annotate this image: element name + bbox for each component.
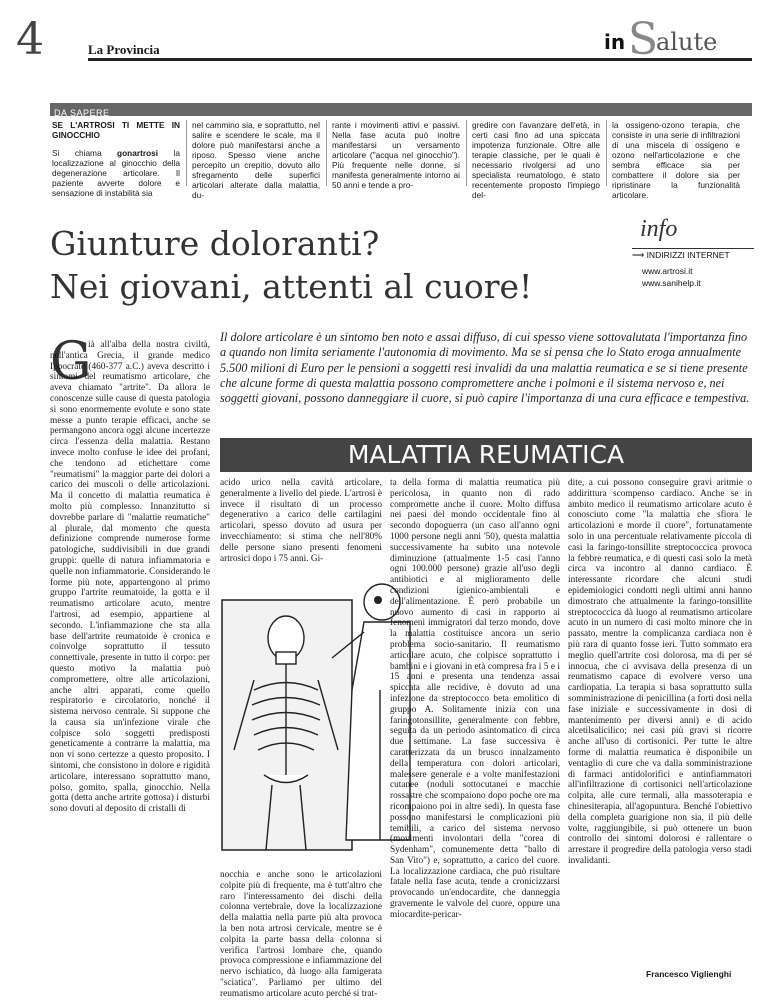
section-banner: MALATTIA REUMATICA xyxy=(220,438,752,472)
sapere-title: SE L'ARTROSI TI METTE IN GINOCCHIO xyxy=(52,120,180,140)
divider xyxy=(326,120,327,186)
author-signature: Francesco Viglienghi xyxy=(646,969,732,979)
body-col-2-top: acido urico nella cavità articolare, generalmente a livello del piede. L'artrosi è invece il risultato di un processo degenerativo a carico delle cartilagini articolari, spesso dovuto ad usura per invecchiamento: si stima che nell'80% delle persone siano presenti fenomeni artrosici dopo i 75 anni. Gi- xyxy=(220,478,382,564)
arrow-right-icon: ⟶ xyxy=(632,250,647,260)
sapere-col-2: nel cammino sia, e soprattutto, nel salire e scendere le scale, ma il dolore può manifestarsi anche a riposo. Spesso viene anche percepito un crepitio, dovuto allo sfregamento delle superfici articolari alterate dalla malattia, du- xyxy=(192,120,320,200)
info-link-1[interactable]: www.artrosi.it xyxy=(642,266,693,276)
page-number: 4 xyxy=(16,14,44,65)
sapere-col-1 xyxy=(52,120,180,198)
logo-s: S xyxy=(628,14,659,65)
body-col-1: ià all'alba della nostra civiltà, nell'antica Grecia, il grande medico Ippocrate (460-377 a.C.) aveva descritto i sintomi del reumatismo articolare, che aveva chiamato "artrite". Da allora le conoscenze sulle cause di questa patologia si sono enormemente evolute e sono state messe a punto terapie efficaci, anche se permangono ancora oggi alcune incertezze circa l'essenza della malattia. Restano invece molto confuse le idee dei profani, che tendono ad etichettare come "reumatismi" la maggior parte dei dolori a carico dei muscoli o delle articolazioni. Ma il concetto di malattia reumatica è molto più complesso. Innanzitutto si dovrebbe parlare di "malattie reumatiche" al plurale, dal momento che questa definizione comprende numerose forme patologiche, suddivisibili in due grandi gruppi: quelle di natura infiammatoria e quelle non infiammatorie. Considerando le forme più note, appartengono al primo gruppo l'artrite reumatoide, la gotta e il reumatismo articolare acuto, mentre l'artrosi, ad esempio, appartiene al secondo. L'infiammazione che sta alla base dell'artrite reumatoide è cronica e coinvolge soprattutto il tessuto connettivale, presente in tutto il corpo: per questo motivo la malattia può compromettere, oltre alle articolazioni, anche altri apparati, come quello respiratorio e circolatorio, nonché il sistema nervoso centrale. Si suppone che la causa sia un'infezione virale che colpisce solo soggetti predisposti geneticamente a contrarre la malattia, ma non vi sono certezze a questo proposito. I sintomi, che consistono in dolore e rigidità articolare, interessano soprattutto mano, polso, gomito, spalla, ginocchio. Nella gotta (detta anche artrite gottosa) i disturbi sono dovuti al deposito di cristalli di xyxy=(50,340,210,815)
insalute-logo xyxy=(600,14,750,65)
da-sapere-tag: DA SAPERE xyxy=(54,108,110,118)
divider xyxy=(186,120,187,186)
sapere-text: la localizzazione al ginocchio della degenerazione articolare. Il paziente avverte dolore e sensazione di instabilità sia xyxy=(52,148,180,198)
info-link-2[interactable]: www.sanihelp.it xyxy=(642,278,701,288)
lead-paragraph: Il dolore articolare è un sintomo ben noto e assai diffuso, di cui spesso viene sottovalutata l'importanza fino a quando non limita seriamente l'autonomia di movimento. Ma se si pensa che lo Stato eroga annualmente 5.500 milioni di Euro per le pensioni a soggetti resi invalidi da una malattia reumatica e se si tiene presente che alcune forme di questa malattia possono compromettere anche i polmoni e il sistema nervoso e, nei soggetti giovani, possono danneggiare il cuore, si può capire l'importanza di una cura efficace e tempestiva. xyxy=(220,330,750,406)
info-rule xyxy=(632,248,754,249)
headline-line-1: Giunture doloranti? xyxy=(50,224,380,263)
headline-line-2: Nei giovani, attenti al cuore! xyxy=(50,267,533,306)
headline xyxy=(50,222,610,308)
logo-in: in xyxy=(604,30,626,54)
logo-alute: alute xyxy=(656,28,718,56)
divider xyxy=(606,120,607,186)
sapere-text: Si chiama xyxy=(52,148,118,158)
sapere-col-3: rante i movimenti attivi e passivi. Nella fase acuta può inoltre manifestarsi un versamento articolare ("acqua nel ginocchio"). Più frequente nelle donne, si manifesta generalmente intorno ai 50 anni e tende a pro- xyxy=(332,120,460,190)
sapere-keyword: gonartrosi xyxy=(117,148,159,158)
body-col-4: dite, a cui possono conseguire gravi aritmie o addirittura scompenso cardiaco. Anche se in ambito medico il reumatismo articolare acuto è conosciuto come "la malattia che sfiora le articolazioni e morde il cuore", fortunatamente solo in una percentuale relativamente piccola di casi la faringo-tonsillite streptococcica provoca la febbre reumatica, e di questi casi solo la metà circa va incontro al danno cardiaco. È interessante ricordare che alcuni studi epidemiologici condotti negli ultimi anni hanno dimostrato che attualmente la faringo-tonsillite streptococcica dà luogo al reumatismo articolare acuto in un numero di casi molto minore che in passato, mentre la complicanza cardiaca non è più rara di quanto fosse ieri. Tutto sommato era meglio quell'artrite così dolorosa, ma di per sé innocua, che ci avvisava della presenza di un reumatismo capace di evolvere verso una cardiopatia. La terapia si basa soprattutto sulla somministrazione di penicillina (a forti dosi nella fase iniziale e successivamente in dosi di mantenimento per diversi anni) e di acido alcetilsalicilico; nei casi più gravi si ricorre anche all'uso di cortisonici. Per tutte le altre forme di malattia reumatica è disponibile un ventaglio di cure che va dalla somministrazione di farmaci antidolorifici e antinfiammatori all'infiltrazione di cortisonici nell'articolazione colpita, alle cure termali, alla massoterapia e chinesiterapia, all'agopuntura. Benché l'obiettivo della completa guarigione non sia, il più delle volte, raggiungibile, si può ottenere un buon controllo dei sintomi dolorosi e rallentare o arrestare il progredire della patologia verso stadi invalidanti. xyxy=(568,478,752,866)
sapere-col-5: la ossigeno-ozono terapia, che consiste in una serie di infiltrazioni di una miscela di ossigeno e ozono nell'articolazione e che sembra efficace sia per combattere il dolore sia per ripristinare la funzionalità articolare. xyxy=(612,120,740,200)
sapere-col-4: gredire con l'avanzare dell'età, in certi casi fino ad una spiccata impotenza funzionale. Oltre alle terapie classiche, per le quali è necessario rivolgersi ad uno specialista reumatologo, è stato recentemente proposto l'impiego del- xyxy=(472,120,600,200)
body-col-3: ta della forma di malattia reumatica più pericolosa, in quanto non di rado compromette anche il cuore. Molto diffusa nei paesi del mondo occidentale fino al secondo dopoguerra (un caso all'anno ogni 1000 persone negli anni '50), questa malattia successivamente ha subito una notevole diminuzione (attualmente 1-5 casi l'anno ogni 100.000 persone) grazie all'uso degli antibiotici e al miglioramento delle condizioni igienico-ambientali e dell'alimentazione. È però probabile un nuovo aumento di casi in rapporto ai fenomeni immigratori dal terzo mondo, dove la malattia costituisce ancora un serio problema socio-sanitario. Il reumatismo articolare acuto, che colpisce soprattutto i bambini e i giovani in età compresa fra i 5 e i 15 anni e presenta una tendenza assai spiccata alle recidive, è dovuto ad una infezione da streptococco beta emolitico di gruppo A. Solitamente inizia con una faringotonsillite, generalmente con febbre, seguita da un periodo asintomatico di circa due settimane. La fase successiva è caratterizzata da un brusco innalzamento della temperatura con dolori articolari, malessere generale e a volte manifestazioni cutanee (noduli sottocutanei e macchie rossastre che scompaiono dopo poche ore ma ricompaiono poi in altre sedi). In questa fase possono manifestarsi le complicazioni più temibili, a carico del sistema nervoso (movimenti involontari della "corea di Sydenham", comunemente detta "ballo di San Vito") e, soprattutto, a carico del cuore. La localizzazione cardiaca, che può risultare fatale nella fase acuta, tende a cronicizzarsi provocando un'endocardite, che danneggia gravemente le valvole del cuore, oppure una miocardite-pericar- xyxy=(390,478,560,920)
info-subheading-text: INDIRIZZI INTERNET xyxy=(646,250,730,260)
body-col-2-bottom: nocchia e anche sono le articolazioni colpite più di frequente, ma è tutt'altro che raro l'interessamento dei dischi della colonna vertebrale, dove la localizzazione della malattia nella parte più alta provoca la ben nota artrosi cervicale, mentre se è colpita la parte bassa della colonna si verifica l'artrosi lombare che, quando provoca compressione e infiammazione del nervo ischiatico, dà luogo alla famigerata "sciatica". Parliamo per ultimo del reumatismo articolare acuto perché si trat- xyxy=(220,870,382,999)
da-sapere-bar xyxy=(50,103,752,116)
newspaper-name: La Provincia xyxy=(88,42,160,57)
info-heading: info xyxy=(640,216,678,242)
divider xyxy=(466,120,467,186)
info-subheading xyxy=(632,250,730,261)
drop-cap: G xyxy=(50,332,92,392)
